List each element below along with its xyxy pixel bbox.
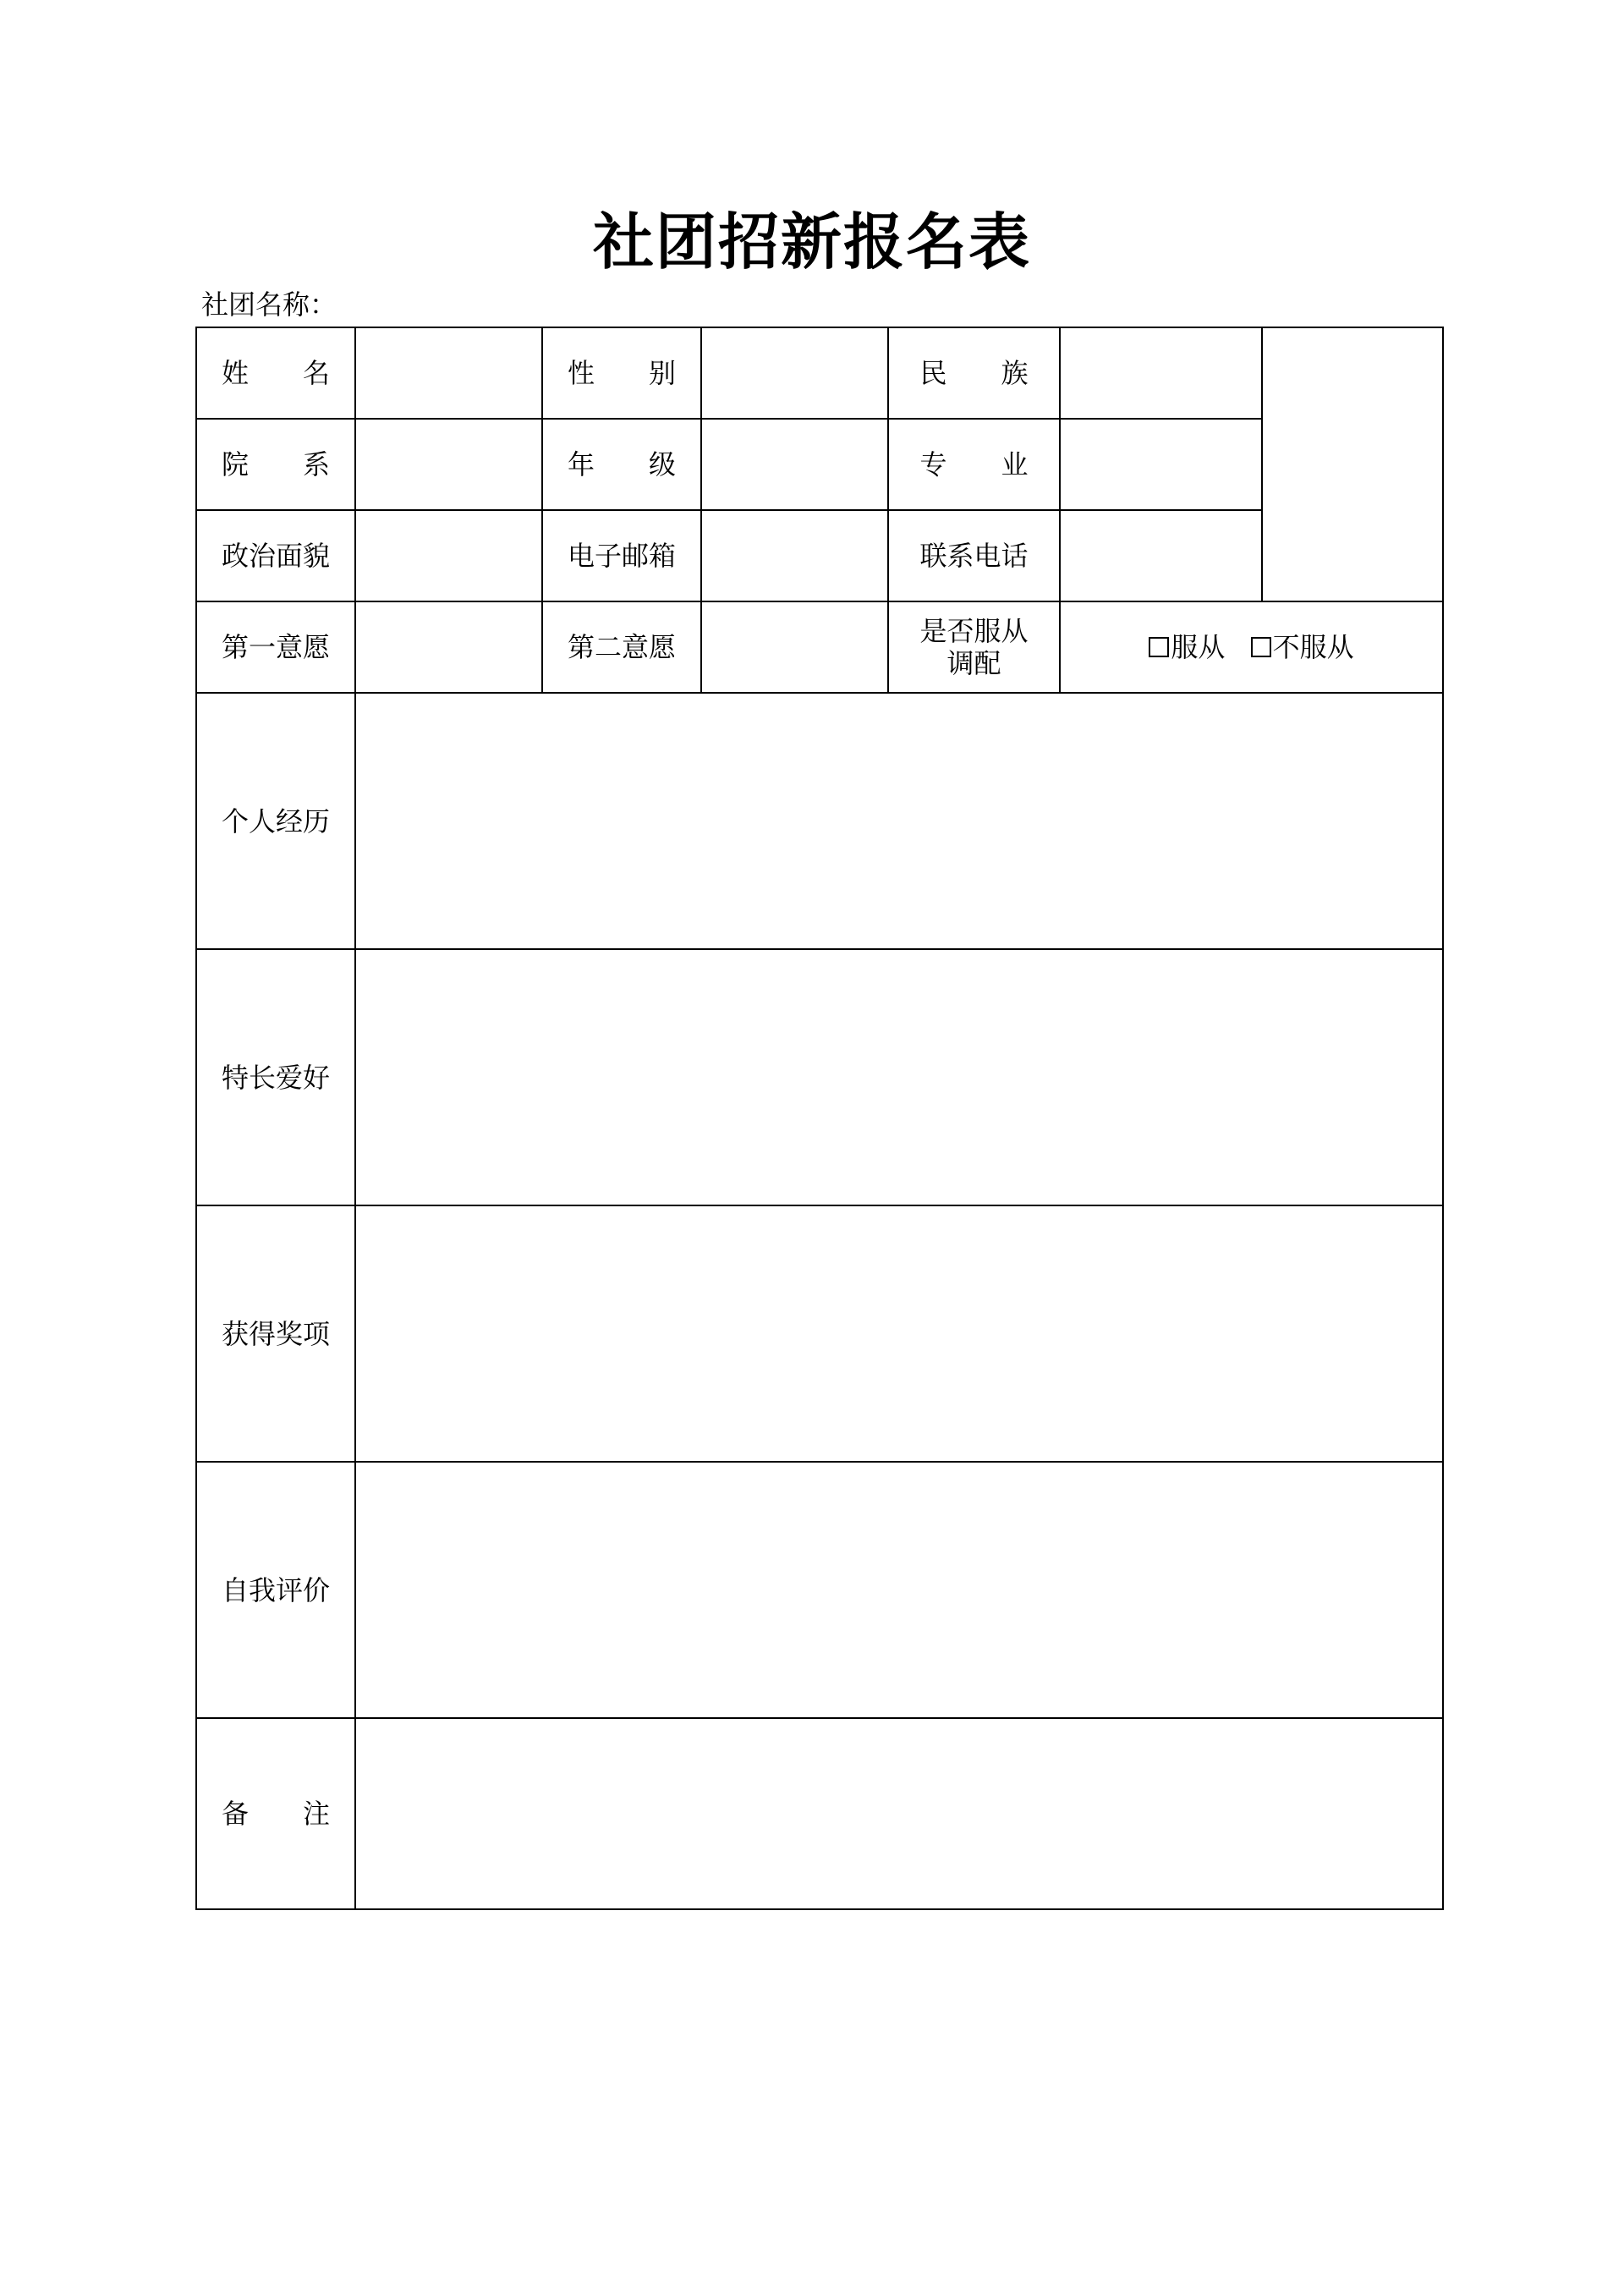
accept-label: 服从 — [1171, 630, 1226, 663]
self-evaluation-field[interactable] — [355, 1462, 1443, 1718]
ethnicity-field[interactable] — [1060, 327, 1262, 419]
grade-field[interactable] — [701, 419, 888, 510]
checkbox-icon — [1251, 637, 1271, 657]
gender-label: 性 别 — [542, 327, 701, 419]
table-row — [196, 949, 1443, 1205]
hobbies-field[interactable] — [355, 949, 1443, 1205]
email-label: 电子邮箱 — [542, 510, 701, 601]
email-field[interactable] — [701, 510, 888, 601]
experience-label: 个人经历 — [196, 693, 355, 949]
name-label: 姓 名 — [196, 327, 355, 419]
ethnicity-label: 民 族 — [888, 327, 1060, 419]
self-evaluation-label: 自我评价 — [196, 1462, 355, 1718]
decline-label: 不服从 — [1272, 630, 1354, 663]
major-label: 专 业 — [888, 419, 1060, 510]
political-status-label: 政治面貌 — [196, 510, 355, 601]
adjust-label: 是否服从 调配 — [888, 601, 1060, 693]
table-row — [196, 1718, 1443, 1909]
political-status-field[interactable] — [355, 510, 542, 601]
table-row — [196, 601, 1443, 693]
second-choice-label: 第二意愿 — [542, 601, 701, 693]
form-title: 社团招新报名表 — [592, 206, 1031, 277]
table-row — [196, 1205, 1443, 1462]
registration-table — [195, 327, 1444, 1910]
major-field[interactable] — [1060, 419, 1262, 510]
first-choice-field[interactable] — [355, 601, 542, 693]
department-field[interactable] — [355, 419, 542, 510]
grade-label: 年 级 — [542, 419, 701, 510]
first-choice-label: 第一意愿 — [196, 601, 355, 693]
second-choice-field[interactable] — [701, 601, 888, 693]
decline-checkbox[interactable] — [1251, 630, 1354, 664]
awards-field[interactable] — [355, 1205, 1443, 1462]
table-row — [196, 327, 1443, 419]
photo-box[interactable] — [1262, 327, 1443, 601]
hobbies-label: 特长爱好 — [196, 949, 355, 1205]
name-field[interactable] — [355, 327, 542, 419]
awards-label: 获得奖项 — [196, 1205, 355, 1462]
experience-field[interactable] — [355, 693, 1443, 949]
club-name-label: 社团名称： — [201, 288, 337, 321]
gender-field[interactable] — [701, 327, 888, 419]
table-row — [196, 693, 1443, 949]
phone-label: 联系电话 — [888, 510, 1060, 601]
table-row — [196, 510, 1443, 601]
accept-checkbox[interactable] — [1149, 630, 1225, 664]
adjust-options — [1060, 601, 1443, 693]
remarks-label: 备 注 — [196, 1718, 355, 1909]
table-row — [196, 419, 1443, 510]
phone-field[interactable] — [1060, 510, 1262, 601]
department-label: 院 系 — [196, 419, 355, 510]
checkbox-icon — [1149, 637, 1169, 657]
remarks-field[interactable] — [355, 1718, 1443, 1909]
table-row — [196, 1462, 1443, 1718]
